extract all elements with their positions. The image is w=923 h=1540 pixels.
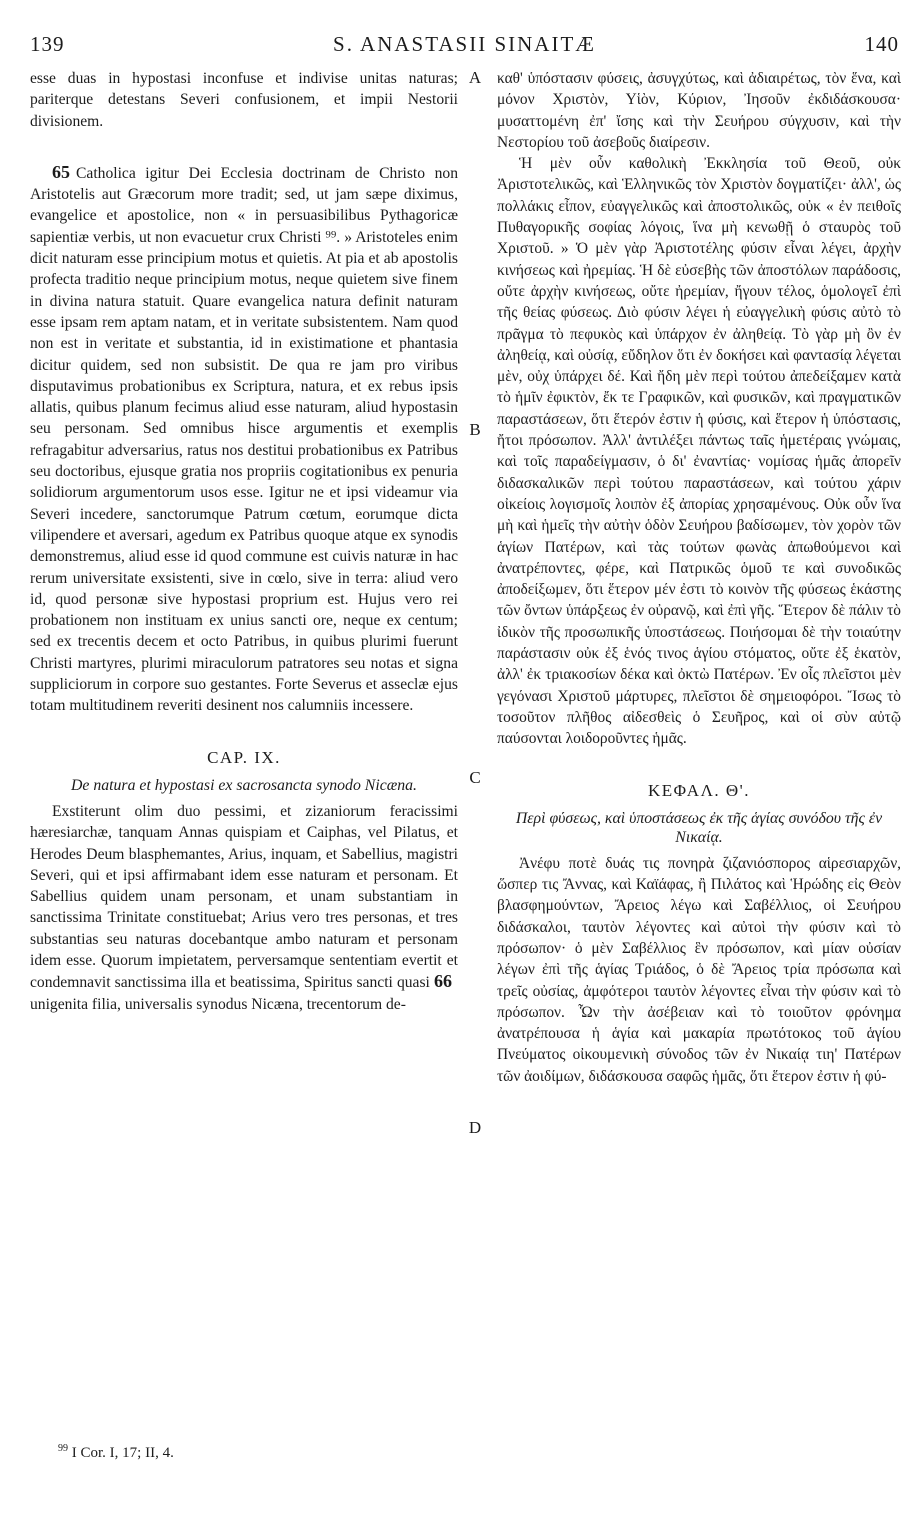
margin-letter-d: D [468, 1118, 482, 1137]
running-header [30, 32, 899, 62]
margin-letter-b: B [469, 420, 481, 439]
footnote-text: I Cor. I, 17; II, 4. [71, 1445, 174, 1461]
latin-paragraph-2-text: Catholica igitur Dei Ecclesia doctrinam de Christo non Aristotelis aut Græcorum more tradit; sed, ut jam sæpe diximus, evangelice et apostolice, non « in persuasibilibus Pythagoricæ sapientiæ verbis, ut non evacuetur crux Christi ⁹⁹. » Aristoteles enim dicit naturam esse principium motus et quietis. At pia et ab apostolis profecta traditio neque principium motus, neque quietem sive finem in divina natura statuit. Quare evangelica natura definit naturam esse ipsam rem aptam natam, et in veritate subsistentem. Nam quod non est in veritate et substantia, id in existimatione et phantasia dicitur quidem, sed non subsistit. De qua re jam pro viribus disputavimus probationibus ex Scriptura, natura, et ex rebus ipsis allatis, quibus planum fecimus aliud esse naturam, aliud hypostasin seu personam. Sed omnibus hisce argumentis et exemplis refragabitur adversarius, ratus nos destitui probationibus ex Patribus seu doctoribus, ejusque gratia nos propriis cogitationibus ex penuria solidiorum argumentorum usos esse. Igitur ne et ipsi videamur via Severi incedere, sanctorumque Patrum cœtum, eorumque dicta vilipendere et aversari, agedum ex Patribus quoque atque ex synodis demonstremus, aliud esse id quod commune est cuivis naturæ in hac rerum universitate exsistenti, sive in cœlo, sive in terra: aliud vero id, quod personæ sive hypostasi proprium est. Hujus vero rei probationem non instituam ex unius sancti ore, neque ex centum; sed ex trecentis decem et octo Patribus, in quibus plurimi fuerunt Christi martyres, plurimi miraculorum patratores seu notas et signa suppliciorum in corpore suo gestantes. Forte Severus et asseclæ ejus totam multitudinem reveriti desinent nos calumniis incessere. [30, 164, 458, 715]
latin-paragraph-3-end: unigenita filia, universalis synodus Nicæna, trecentorum de- [30, 995, 406, 1013]
latin-chapter-title: CAP. IX. [207, 747, 281, 767]
column-number-66: 66 [434, 971, 452, 992]
page-number-right: 140 [864, 32, 899, 56]
latin-paragraph-2 [30, 162, 458, 717]
running-title: S. ANASTASII SINAITÆ [333, 32, 596, 56]
greek-column [497, 68, 901, 1087]
latin-paragraph-3 [30, 801, 458, 1015]
latin-column [30, 68, 458, 1015]
margin-letter-c: C [469, 768, 481, 787]
column-number-65: 65 [52, 161, 70, 182]
margin-letter-a: A [468, 68, 482, 87]
page-number-left: 139 [30, 32, 65, 56]
greek-paragraph-2: Ἡ μὲν οὖν καθολικὴ Ἐκκλησία τοῦ Θεοῦ, οὐκ Ἀριστοτελικῶς, καὶ Ἑλληνικῶς τὸν Χριστὸν δογματίζει· ἀλλ', ὡς πολλάκις εἶπον, εὐαγγελικῶς καὶ ἀποστολικῶς, οὐκ « ἐν πειθοῖς Πυθαγορικῆς σοφίας λόγοις, ἵνα μὴ κενωθῇ ὁ σταυρὸς τοῦ Χριστοῦ. » Ὁ μὲν γὰρ Ἀριστοτέλης φύσιν εἶναι λέγει, ἀρχὴν κινήσεως καὶ ἠρεμίας. Ἡ δὲ εὐσεβὴς τῶν ἀποστόλων παράδοσις, οὔτε ἀρχὴν κινήσεως, οὔτε ἠρεμίαν, ἤγουν τέλος, ὁμολογεῖ ἐπὶ τῆς θείας φύσεως. Διὸ φύσιν λέγει ἡ εὐαγγελικὴ φύσις αὐτὸ τὸ πρᾶγμα τὸ πεφυκὸς καὶ ὑπάρχον ἐν ἀληθείᾳ. Τὸ γὰρ μὴ ὂν ἐν ἀληθείᾳ, καὶ οὐσίᾳ, εὔδηλον ὅτι ἐν δοκήσει καὶ φαντασίᾳ λέγεται μὲν, οὐχ ὑπάρχει δέ. Καὶ ἤδη μὲν περὶ τούτου ἀπεδείξαμεν κατὰ τὸ ἡμῖν ἐφικτὸν, ἔκ τε Γραφικῶν, καὶ φυσικῶν, καὶ πραγματικῶν παραστάσεων, ὅτι ἕτερόν ἐστιν ἡ φύσις, καὶ ἕτερον ἡ ὑπόστασις, ἤτοι πρόσωπον. Ἀλλ' ἀντιλέξει πάντως ταῖς ἡμετέραις γνώμαις, καὶ τοῖς παραδείγμασιν, ὁ δι' ἐναντίας· νομίσας ἡμᾶς ἀπορεῖν διδασκαλικῶν περὶ τούτου παραστάσεων, καὶ τούτου χάριν οἰκείοις λογισμοῖς λοιπὸν ἐξ ἀπορίας χρησαμένους. Οὐκ οὖν ἵνα μὴ καὶ ἡμεῖς τὴν αὐτὴν ὁδὸν Σευήρου βαδίσωμεν, τὸν χορὸν τῶν ἁγίων Πατέρων, καὶ τὰς τούτων φωνὰς ἀπωθούμενοι καὶ ἀνατρέποντες, φέρε, καὶ Πατρικῶς ὁμοῦ τε καὶ συνοδικῶς ἀποδείξωμεν, ὅτι ἕτερον μέν ἐστι τὸ κοινὸν τῆς φύσεως ἑκάστης τῶν ὄντων ὑπάρξεως ἐν οὐρανῷ, καὶ ἐπὶ γῆς. Ἕτερον δὲ πάλιν τὸ ἰδικὸν τῆς προσωπικῆς ὑποστάσεως. Ποιήσομαι δὲ τὴν τοιαύτην παράστασιν οὐκ ἐξ ἑνός τινος ἁγίου στόματος, οὔτε ἐξ ἑκατὸν, ἀλλ' ἐκ τριακοσίων δέκα καὶ ὀκτὼ Πατέρων. Ἐν οἷς πλεῖστοι μὲν γεγόνασι Χριστοῦ μάρτυρες, πλεῖστοι δὲ σημειοφόροι. Ἴσως τὸ τοσοῦτον πλῆθος αἰδεσθεὶς ὁ Σευῆρος, καὶ οἱ σὺν αὐτῷ παύσονται λοιδοροῦντες ἡμᾶς. [497, 155, 901, 748]
latin-paragraph-1: esse duas in hypostasi inconfuse et indivise unitas naturas; pariterque detestans Severi confusionem, et impii Nestorii divisionem. [30, 70, 458, 130]
footnote [58, 1443, 174, 1462]
greek-chapter-title: ΚΕΦΑΛ. Θ'. [648, 780, 750, 800]
greek-paragraph-3: Ἀνέφυ ποτὲ δυάς τις πονηρὰ ζιζανιόσπορος αἱρεσιαρχῶν, ὥσπερ τις Ἄννας, καὶ Καϊάφας, ἢ Πιλάτος καὶ Ἡρώδης εἰς Θεὸν βλασφημούντων, Ἄρειος λέγω καὶ Σαβέλλιος, οἱ Σευήρου διδάσκαλοι, ταυτὸν λέγοντες καὶ αὐτοὶ τὴν φύσιν καὶ τὸ πρόσωπον· ὁ μὲν Σαβέλλιος ἓν πρόσωπον, καὶ μίαν οὐσίαν λέγων ἐπὶ τῆς ἁγίας Τριάδος, ὁ δὲ Ἄρειος τρία πρόσωπα καὶ τρεῖς οὐσίας, ἀμφότεροι ταυτὸν λέγοντες εἶναι τὴν φύσιν καὶ τὸ πρόσωπον. Ὧν τὴν ἀσέβειαν καὶ τὸ τοιοῦτον φρόνημα ἀνατρέπουσα ἡ ἁγία καὶ μακαρία πρωτότοκος τοῦ ἁγίου Πνεύματος οἰκουμενικὴ σύνοδος τῶν ἐν Νικαίᾳ τιη' Πατέρων τῶν ἀοιδίμων, διδάσκουσα σαφῶς ἡμᾶς, ὅτι ἕτερον ἐστιν ἡ φύ- [497, 854, 901, 1085]
latin-chapter-subtitle: De natura et hypostasi ex sacrosancta synodo Nicæna. [70, 776, 418, 794]
footnote-mark: 99 [58, 1443, 68, 1454]
greek-paragraph-1: καθ' ὑπόστασιν φύσεις, ἀσυγχύτως, καὶ ἀδιαιρέτως, τὸν ἕνα, καὶ μόνον Χριστὸν, Υἱὸν, Κύριον, Ἰησοῦν ἐκδιδάσκουσα· μυσαττομένη ἐπ' ἴσης καὶ τὴν Σευήρου σύγχυσιν, καὶ τὴν Νεστορίου τοῦ ἀσεβοῦς διαίρεσιν. [497, 70, 901, 151]
latin-paragraph-3-text: Exstiterunt olim duo pessimi, et zizaniorum feracissimi hæresiarchæ, tanquam Annas quispiam et Caiphas, vel Pilatus, et Herodes Deum blasphemantes, Arius, inquam, et Sabellius, magistri Severi, qui et ipsi affirmabant idem esse naturam et personam. Et Sabellius quidem unam personam, et unam substantiam in sanctissima Trinitate constituebat; Arius vero tres personas, et tres substantias seu naturas docebantque ambo naturam et personam idem esse. Quorum impietatem, perversamque sententiam evertit et condemnavit sanctissima illa et beatissima, Spiritus sancti quasi [30, 802, 458, 992]
greek-chapter-subtitle: Περὶ φύσεως, καὶ ὑποστάσεως ἐκ τῆς ἁγίας συνόδου τῆς ἐν Νικαίᾳ. [515, 809, 883, 846]
